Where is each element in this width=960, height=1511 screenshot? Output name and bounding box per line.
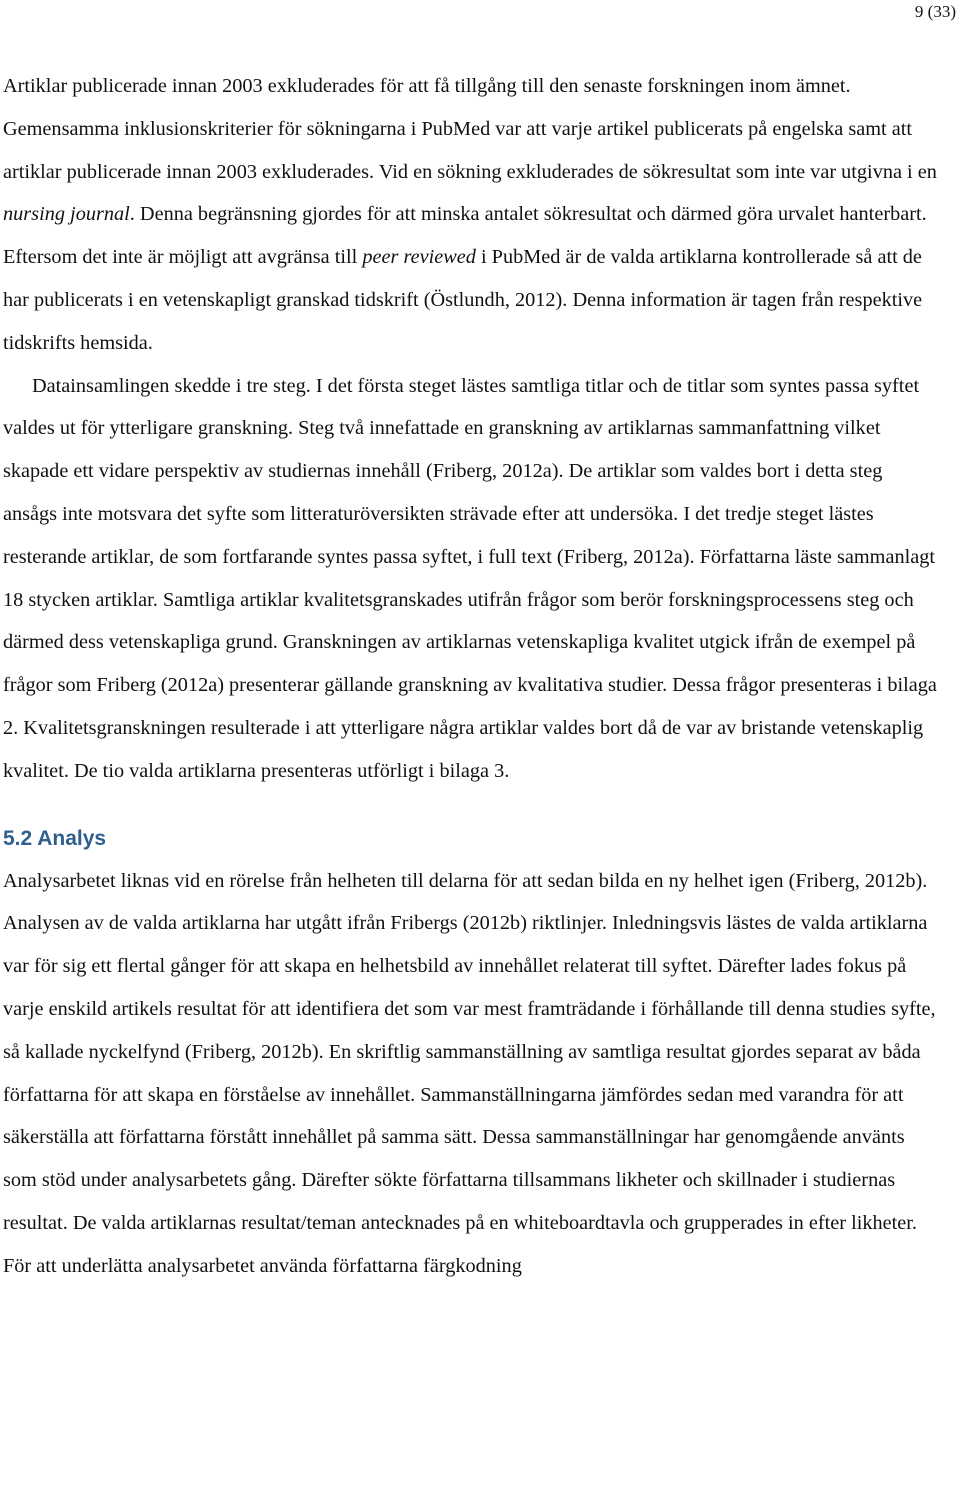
italic-term-nursing-journal: nursing journal [3, 203, 130, 226]
paragraph-analysis: Analysarbetet liknas vid en rörelse från helheten till delarna för att sedan bilda en ny helhet igen (Friberg, 2012b). Analysen av de valda artiklarna har utgått ifrån Fribergs (2012b) riktlinjer. Inledningsvis lästes de valda artiklarna var för sig ett flertal gånger för att skapa en helhetsbild av innehållet relaterat till syftet. Därefter lades fokus på varje enskild artikels resultat för att identifiera det som var mest framträdande i förhållande till denna studies syfte, så kallade nyckelfynd (Friberg, 2012b). En skriftlig sammanställning av samtliga resultat gjordes separat av båda författarna för att skapa en förståelse av innehållet. Sammanställningarna jämfördes sedan med varandra för att säkerställa att författarna förstått innehållet på samma sätt. Dessa sammanställningar har genomgående använts som stöd under analysarbetets gång. Därefter sökte författarna tillsammans likheter och skillnader i studiernas resultat. De valda artiklarnas resultat/teman antecknades på en whiteboardtavla och grupperades in efter likheter. För att underlätta analysarbetet använda författarna färgkodning [3, 869, 936, 1277]
section-heading-analys: 5.2 Analys [3, 826, 107, 850]
paragraph-text: i PubMed är de valda artiklarna kontrollerade så att de har publicerats i en vetenskapligt granskad tidskrift (Östlundh, 2012). Denna information är tagen från respektive tidskrifts hemsida. [3, 246, 923, 354]
italic-term-peer-reviewed: peer reviewed [362, 246, 476, 269]
paragraph-text: Artiklar publicerade innan 2003 exkluderades för att få tillgång till den senaste forskningen inom ämnet. Gemensamma inklusionskriterier för sökningarna i PubMed var att varje artikel publicerats på engelska samt att artiklar publicerade innan 2003 exkluderades. Vid en sökning exkluderades de sökresultat som inte var utgivna i en [3, 75, 937, 183]
paragraph-inclusion-criteria [3, 65, 938, 365]
page-number: 9 (33) [914, 2, 956, 21]
document-body [3, 65, 938, 1288]
paragraph-data-collection: Datainsamlingen skedde i tre steg. I det första steget lästes samtliga titlar och de titlar som syntes passa syftet valdes ut för ytterligare granskning. Steg två innefattade en granskning av artiklarnas sammanfattning vilket skapade ett vidare perspektiv av studiernas innehåll (Friberg, 2012a). De artiklar som valdes bort i detta steg ansågs inte motsvara det syfte som litteraturöversikten strävade efter att undersöka. I det tredje steget lästes resterande artiklar, de som fortfarande syntes passa syftet, i full text (Friberg, 2012a). Författarna läste sammanlagt 18 stycken artiklar. Samtliga artiklar kvalitetsgranskades utifrån frågor som berör forskningsprocessens steg och därmed dess vetenskapliga grund. Granskningen av artiklarnas vetenskapliga kvalitet utgick ifrån de exempel på frågor som Friberg (2012a) presenterar gällande granskning av kvalitativa studier. Dessa frågor presenteras i bilaga 2. Kvalitetsgranskningen resulterade i att ytterligare några artiklar valdes bort då de var av bristande vetenskaplig kvalitet. De tio valda artiklarna presenteras utförligt i bilaga 3. [3, 374, 937, 782]
paragraph-text: . Denna begränsning gjordes för att minska antalet sökresultat och därmed göra urvalet hanterbart. Eftersom det inte är möjligt att avgränsa till [3, 203, 927, 269]
